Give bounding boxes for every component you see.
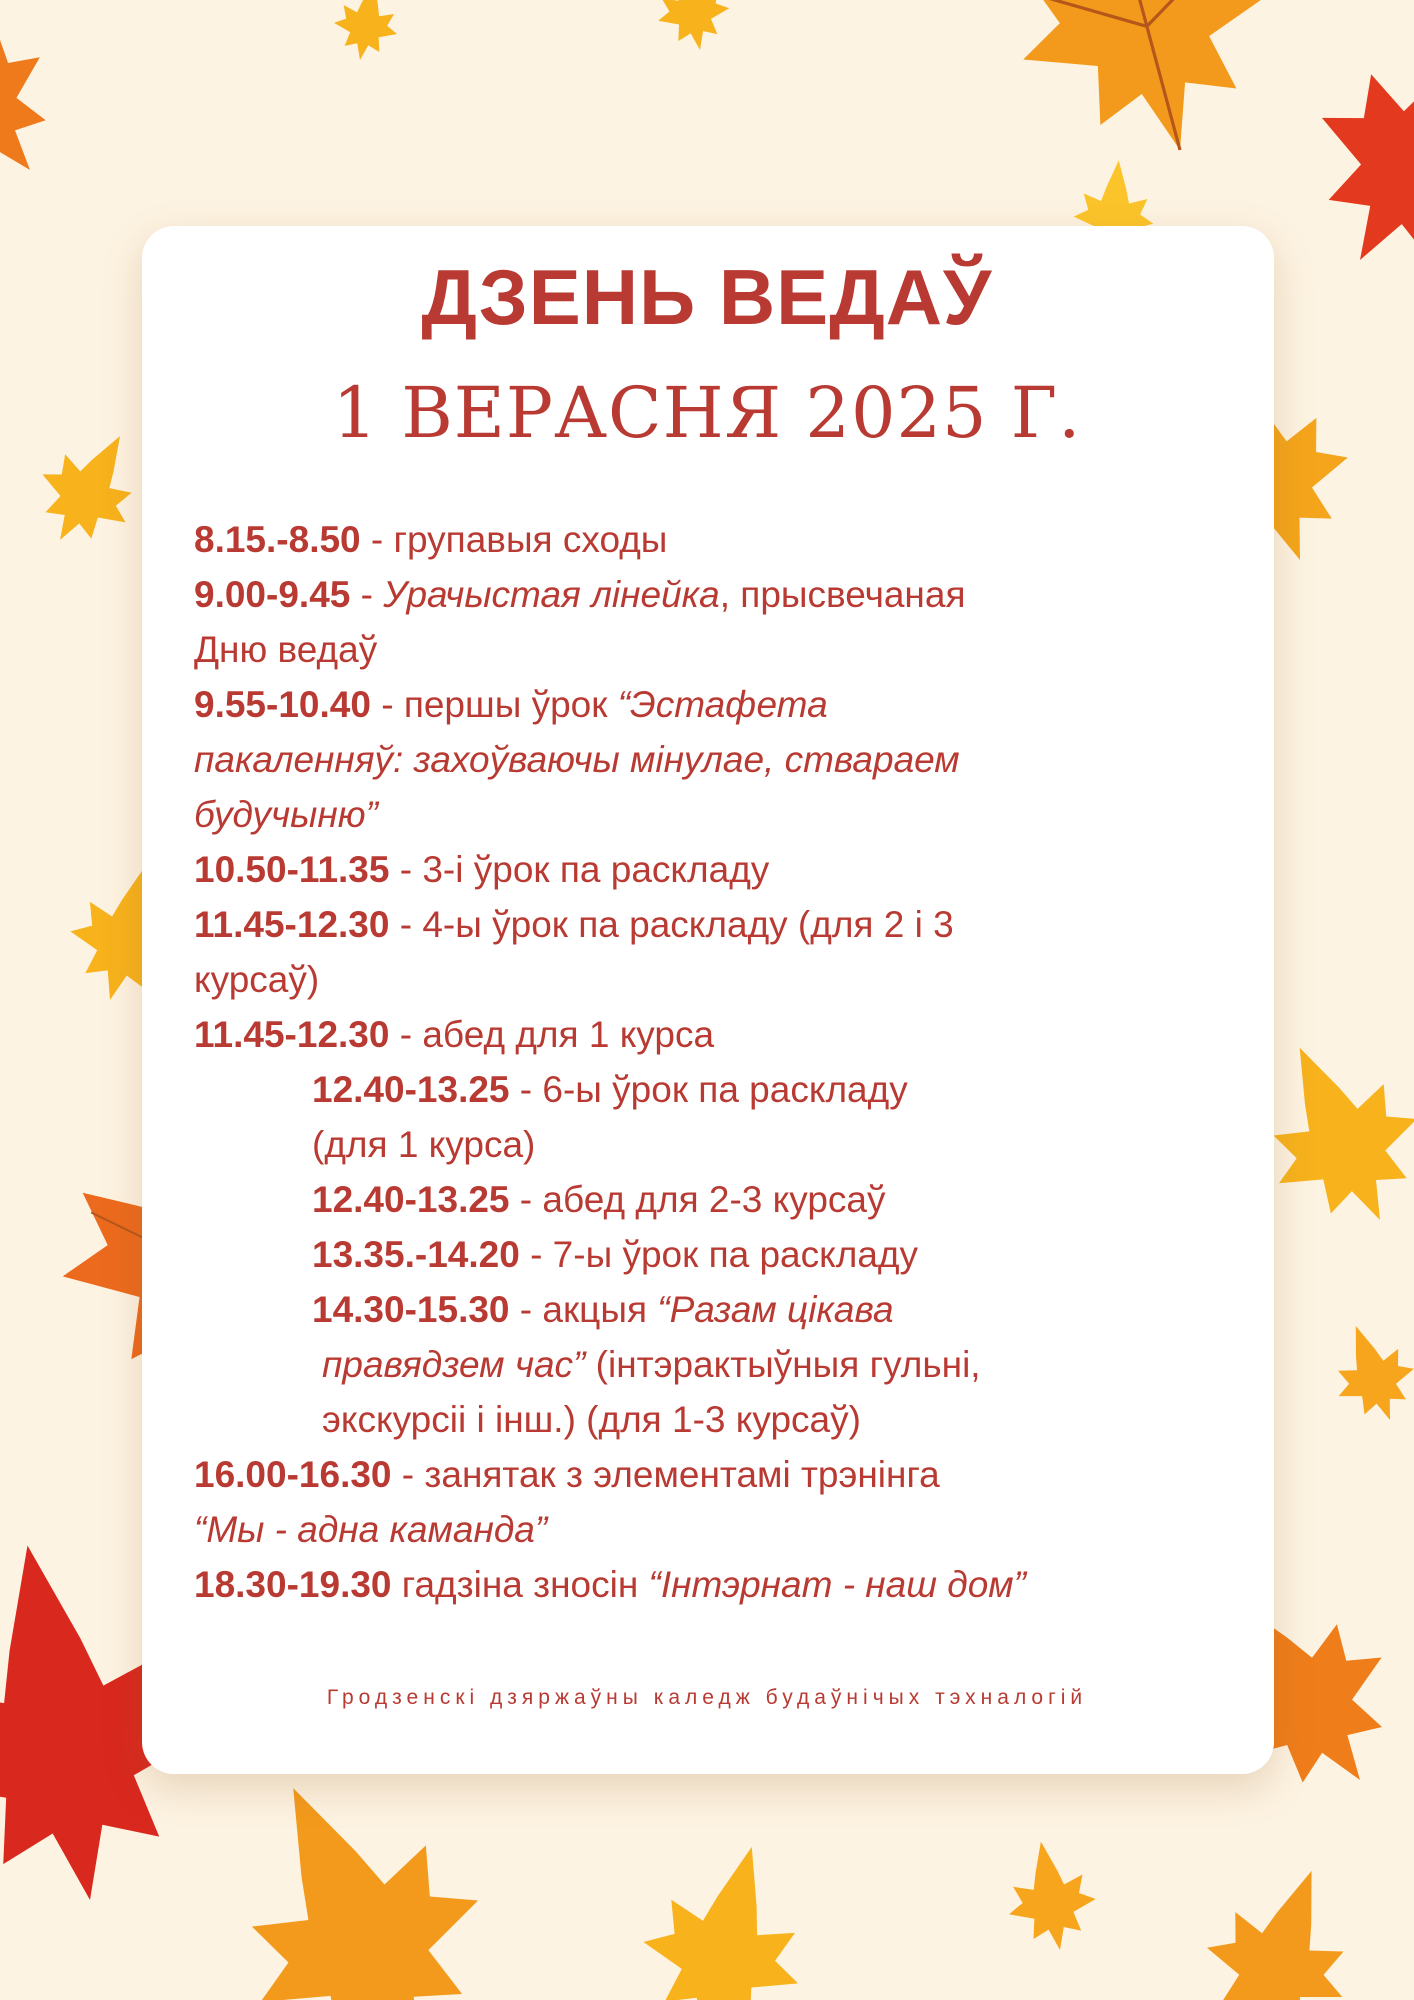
schedule-line — [194, 1282, 1154, 1337]
maple-leaf-icon — [649, 0, 736, 56]
schedule-line — [194, 787, 1154, 842]
schedule-text: (інтэрактыўныя гульні, — [585, 1344, 981, 1385]
schedule-emphasis: “Разам цікава — [657, 1289, 894, 1330]
schedule-line — [194, 842, 1154, 897]
schedule-line — [194, 1172, 1154, 1227]
schedule-time: 10.50-11.35 — [194, 849, 390, 890]
schedule-time: 12.40-13.25 — [312, 1179, 510, 1220]
schedule-line — [194, 567, 1154, 622]
maple-leaf-icon — [623, 1826, 829, 2000]
schedule-text: - групавыя сходы — [360, 519, 668, 560]
schedule-text: - — [350, 574, 384, 615]
schedule-text: - 6-ы ўрок па раскладу — [509, 1069, 908, 1110]
event-date: 1 ВЕРАСНЯ 2025 Г. — [332, 372, 1082, 454]
schedule-line — [194, 897, 1154, 952]
schedule-line — [194, 512, 1154, 567]
schedule-time: 13.35.-14.20 — [312, 1234, 520, 1275]
maple-leaf-icon — [0, 0, 91, 221]
college-name-footer: Гродзенскі дзяржаўны каледж будаўнічых тэхналогій — [326, 1686, 1088, 1709]
schedule-time: 12.40-13.25 — [312, 1069, 510, 1110]
schedule-emphasis: Урачыстая лінейка — [383, 574, 720, 615]
schedule-time: 11.45-12.30 — [194, 1014, 390, 1055]
schedule-time: 16.00-16.30 — [194, 1454, 392, 1495]
schedule-line — [194, 1392, 1154, 1447]
schedule-emphasis: “Эстафета — [617, 684, 828, 725]
schedule-time: 18.30-19.30 — [194, 1564, 392, 1605]
maple-leaf-icon — [998, 1834, 1104, 1958]
schedule-time: 9.55-10.40 — [194, 684, 371, 725]
schedule-time: 9.00-9.45 — [194, 574, 351, 615]
schedule-line — [194, 1227, 1154, 1282]
maple-leaf-icon — [184, 1737, 528, 2000]
schedule-line — [194, 952, 1154, 1007]
maple-leaf-icon — [328, 0, 405, 66]
schedule-text: - 3-і ўрок па раскладу — [389, 849, 770, 890]
schedule-text: - абед для 2-3 курсаў — [509, 1179, 886, 1220]
maple-leaf-icon — [1182, 1846, 1379, 2000]
page-title: ДЗЕНЬ ВЕДАЎ — [421, 253, 993, 341]
schedule-emphasis: “Інтэрнат - наш дом” — [648, 1564, 1026, 1605]
schedule-line — [194, 1557, 1154, 1612]
schedule-emphasis: пакаленняў: захоўваючы мінулае, ствараем — [194, 739, 960, 780]
schedule-line — [194, 1007, 1154, 1062]
schedule-text: - 4-ы ўрок па раскладу (для 2 і 3 — [389, 904, 954, 945]
schedule-emphasis: “Мы - адна каманда” — [194, 1509, 548, 1550]
schedule-text: (для 1 курса) — [312, 1124, 536, 1165]
schedule-text: - акцыя — [509, 1289, 658, 1330]
schedule-emphasis: будучыню” — [194, 794, 378, 835]
schedule-line — [194, 1062, 1154, 1117]
schedule-text: Дню ведаў — [194, 629, 378, 670]
schedule-text: курсаў) — [194, 959, 320, 1000]
schedule-line — [194, 732, 1154, 787]
maple-leaf-icon — [974, 0, 1304, 183]
schedule-line — [194, 1337, 1154, 1392]
schedule-line — [194, 677, 1154, 732]
schedule-line — [194, 1117, 1154, 1172]
schedule-time: 11.45-12.30 — [194, 904, 390, 945]
schedule-text: гадзіна зносін — [391, 1564, 649, 1605]
schedule-list — [194, 512, 1154, 1612]
schedule-time: 8.15.-8.50 — [194, 519, 361, 560]
schedule-text: - першы ўрок — [370, 684, 618, 725]
schedule-emphasis: правядзем час” — [322, 1344, 586, 1385]
schedule-text: экскурсіі і інш.) (для 1-3 курсаў) — [322, 1399, 861, 1440]
maple-leaf-icon — [1318, 1312, 1414, 1433]
schedule-text: , прысвечаная — [719, 574, 966, 615]
schedule-line — [194, 1502, 1154, 1557]
schedule-text: - занятак з элементамі трэнінга — [391, 1454, 940, 1495]
schedule-line — [194, 622, 1154, 677]
schedule-time: 14.30-15.30 — [312, 1289, 510, 1330]
schedule-text: - 7-ы ўрок па раскладу — [519, 1234, 918, 1275]
schedule-text: - абед для 1 курса — [389, 1014, 715, 1055]
schedule-line — [194, 1447, 1154, 1502]
